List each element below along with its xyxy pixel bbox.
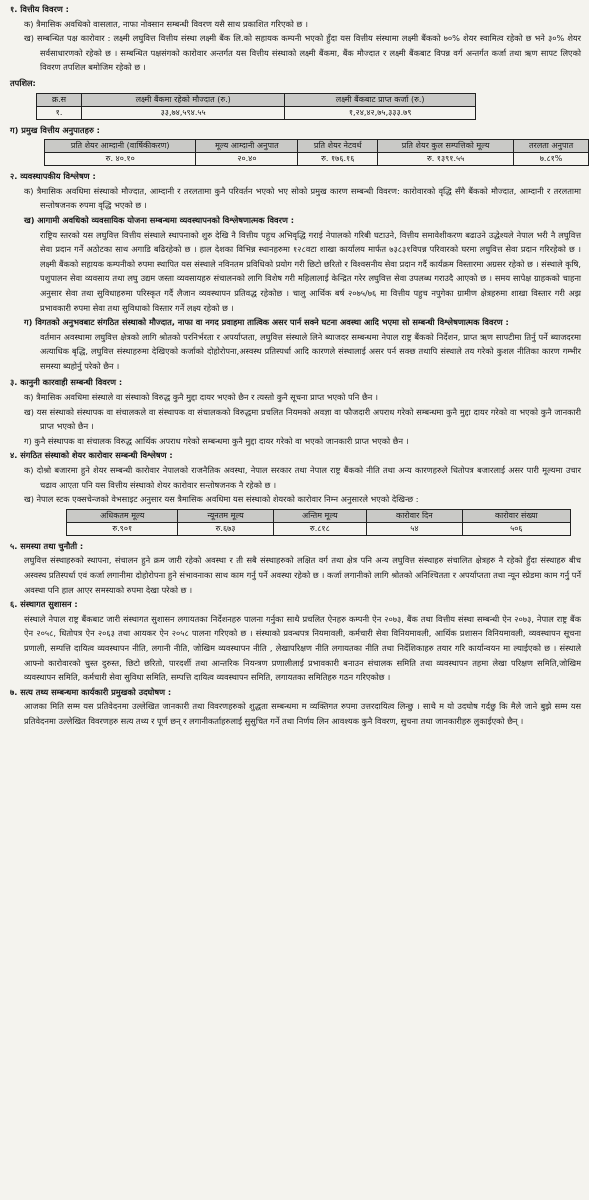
section-3-item-a: क) त्रैमासिक अवधिमा संस्थाले वा संस्थाको विरुद्ध कुनै मुद्दा दायर भएको छैन र त्यस्तो कुनै सूचना प्राप्त भएको पनि छैन ।: [24, 392, 378, 403]
ratios-label: ग) प्रमुख वित्तीय अनुपातहरु :: [10, 124, 100, 135]
section-4-heading: ४. संगठित संस्थाको शेयर कारोवार सम्बन्धी विश्लेषण :: [10, 450, 173, 461]
table-cell: ७.८१%: [514, 153, 589, 166]
column-header: तरलता अनुपात: [514, 140, 589, 153]
column-header: न्यूनतम मूल्य: [178, 509, 273, 522]
section-1-item-b: ख) सम्बन्धित पक्ष कारोवार : लक्ष्मी लघुवित्त वित्तीय संस्था लक्ष्मी बैंक लि.को सहायक कम्पनी भएको हुँदा यस वित्तीय संस्थामा लक्ष्मी बैंकको ७०% शेयर स्वामित्व रहेको छ भने ३०% शेयर सर्वसाधारणको रहेको छ । सम्बन्धित पक्षसंगको कारोवार अन्तर्गत यस वित्तीय संस्थाको लक्ष्मी बैंकमा, बैंक मौज्दात र लक्ष्मी बैंकबाट विपन्न वर्ग अन्तर्गत कर्जा तथा ऋण सापट लिएको विवरण तपशिल बमोजिम रहेको छ ।: [24, 33, 581, 73]
section-3-item-b: ख) यस संस्थाको संस्थापक वा संचालकले वा संस्थापक वा संचालकको विरुद्धमा प्रचलित नियमको अवज्ञा वा फौजदारी अपराध गरेको सम्बन्धमा कुनै मुद्दा दायर गरेको वा भएको कुनै जानकारी प्राप्त भएको छैन ।: [24, 406, 581, 432]
table-cell: रु. ४०.१०: [45, 153, 196, 166]
table-cell: ५०६: [462, 522, 570, 535]
section-2-item-c-text: वर्तमान अवस्थामा लघुवित्त क्षेत्रको लागि श्रोतको परनिर्भरता र अपर्याप्तता, लघुवित्त संस्थाले लिने ब्याजदर सम्बन्धमा नेपाल राष्ट्र बैंकको निर्देशन, प्राप्त ऋण सापटीमा तिर्नु पर्ने ब्याजदरमा अत्याधिक बृद्धि, लघुवित्त संस्थाहरुमा देखिएको कर्जाको दोहोरोपना,अस्वस्थ प्रतिस्पर्धा आदि कारणले संस्थालाई असर पर्न सक्छ तथापि संस्थाले तय गरेको कुशल नीतिका कारण गम्भीर समस्या ब्यहोर्नु परेको छैन ।: [40, 331, 581, 371]
section-2-item-a: क) त्रैमासिक अवधिमा संस्थाको मौज्दात, आम्दानी र तरलतामा कुनै परिवर्तन भएको भए सोको प्रमुख कारण सम्बन्धी विवरण: कारोवारको वृद्धि सँगै बैंकको मौज्दात, आम्दानी र तरलतामा सन्तोषजनक रुपमा वृद्धि भएको छ ।: [24, 185, 581, 211]
table-row: [67, 522, 571, 535]
section-6-heading: ६. संस्थागत सुशासन :: [10, 599, 78, 610]
table-cell: ५४: [367, 522, 463, 535]
table-cell: ३३,७४,५९४.५५: [82, 106, 285, 119]
related-party-table: [36, 93, 476, 120]
table-cell: रु. १७६.१६: [298, 153, 378, 166]
table-cell: रु. १३९१.५५: [378, 153, 514, 166]
section-1-item-a: क) त्रैमासिक अवधिको वासलात, नाफा नोक्सान सम्बन्धी विवरण यसै साथ प्रकाशित गरिएको छ ।: [24, 18, 308, 29]
table-row: [37, 106, 476, 119]
column-header: कारोवार दिन: [367, 509, 463, 522]
section-5-heading: ५. समस्या तथा चुनौती :: [10, 540, 84, 551]
table-header-row: [67, 509, 571, 522]
financial-ratios-table: [44, 139, 589, 166]
column-header: प्रति शेयर आम्दानी (वार्षिकीकरण): [45, 140, 196, 153]
column-header: लक्ष्मी बैंकमा रहेको मौज्दात (रु.): [82, 93, 285, 106]
section-4-item-b: ख) नेपाल स्टक एक्सचेन्जको वेभसाइट अनुसार यस त्रैमासिक अवधिमा यस संस्थाको शेयरको कारोवार निम्न अनुसारले भएको देखिन्छ :: [24, 494, 419, 505]
section-1-heading: १. वित्तीय विवरण :: [10, 4, 69, 14]
section-4-item-a: क) दोश्रो बजारमा हुने शेयर सम्बन्धी कारोवार नेपालको राजनैतिक अवस्था, नेपाल सरकार तथा नेपाल राष्ट्र बैंकको नीति तथा अन्य कारणहरुले धितोपत्र बजारलाई असर पारी मूल्यमा उचार चढाव आएता पनि यस वित्तीय संस्थाको शेयर कारोवार सन्तोषजनक नै रहेको छ ।: [24, 465, 581, 490]
column-header: लक्ष्मी बैंकबाट प्राप्त कर्जा (रु.): [285, 93, 476, 106]
table-cell: १,२४,४२,७५,३३३.७९: [285, 106, 476, 119]
section-2-item-c-title: ग) विगतको अनुभवबाट संगठित संस्थाको मौज्दात, नाफा वा नगद प्रवाहमा तात्विक असर पार्न सक्ने घटना अवस्था आदि भएमा सो सम्बन्धी विश्लेषणात्मक विवरण :: [24, 317, 509, 328]
table-cell: रु.९०१: [67, 522, 178, 535]
section-6-text: संस्थाले नेपाल राष्ट्र बैंकबाट जारी संस्थागत सुशासन लगायतका निर्देशनहरु पालना गर्नुका साथै प्रचलित ऐनहरु कम्पनी ऐन २०७३, बैंक तथा वित्तीय संस्था सम्बन्धी ऐन २०७३, नेपाल राष्ट्र बैंक ऐन २०५८, धितोपत्र ऐन २०६३ तथा आयकर ऐन २०५८ पालना गरिएको छ । संस्थाको प्रवन्धपत्र नियमावली, कर्मचारी सेवा विनियमावली, आर्थिक प्रशासन विनियमावली, व्यवस्थापन सूचना प्रणाली, सम्पत्ति दायित्व व्यवस्थापन नीति, लगानी नीति, जोखिम व्यवस्थापन नीति , लेखापरिक्षण नीति लगायतका नीति तथा निर्देशिकाहरु तयार गरि कार्यान्वयन मा ल्याईएको छ । संस्थाले आफ्नो कारोवारको चुस्त दुरुस्त, छिटो छरितो, पारदर्शी तथा आन्तरिक नियन्त्रण प्रणालीलाई प्रभावकारी बनाउन संचालक समिति तथा व्यवस्थापन तहमा लेखा परिक्षण समिति,जोखिम व्यवस्थापन समिति, कर्मचारी सेवा सुविधा समिति, सम्पत्ति दायित्व व्यवस्थापन समिति, लगायतका समितिहरु गठन गरिएकोछ ।: [24, 613, 581, 683]
table-cell: २०.४०: [196, 153, 298, 166]
section-2-item-b-text: राष्ट्रिय स्तरको यस लघुवित्त वित्तीय संस्थाले स्थापनाको शुरु देखि नै वित्तीय पहुच अभिवृद्धि गराई नेपालको गरिबी घटाउने, वित्तीय समावेशीकरण बढाउने उद्धेश्यले नेपाल भरी नै लघुवित्त सेवा प्रदान गर्ने अठोटका साथ अगाडि बढिरहेको छ । हाल देशका विभिन्न स्थानहरुमा १२८वटा शाखा कार्यालय मार्फत ७३८३१विपन्न परिवारको घरमा लघुवित्त सेवा प्रदान गरिरहेको छ । लक्ष्मी बैंकको सहायक कम्पनीको रुपमा स्थापित यस संस्थाले नविनतम प्रविधिको प्रयोग गरी छिटो छरितो र विश्वसनीय सेवा प्रदान गर्दै कार्यक्रम विस्तारमा अग्रसर रहेको छ । संस्थाले कृषि, पशुपालन सेवा व्यवसाय तथा लघु उद्यम जस्ता व्यवसायहरु संचालनको लागि विशेष गरी महिलालाई केन्द्रित गरेर लघुवित्त सेवा उपलब्ध गराउदै आएको छ । समय सापेक्ष ग्राहकको चाहना अनुसार सेवा तथा सुविधाहरुमा परिस्कृत गर्दै लैजान व्यवस्थापन प्रतिवद्ध रहेकोछ । चालु आर्थिक बर्ष २०७५/७६ मा वित्तीय पहुच नपुगेका ग्रामीण क्षेत्रहरुमा शाखा विस्तार गरी अझ प्रभावकारी रुपमा सेवा तथा सुविधाको विस्तार गर्ने लक्ष्य रहेको छ ।: [40, 229, 581, 313]
section-2-item-b-title: ख) आगामी अवधिको व्यवसायिक योजना सम्बन्धमा व्यवस्थापनको विश्लेषणात्मक विवरण :: [24, 214, 294, 225]
section-3-heading: ३. कानुनी कारवाही सम्बन्धी विवरण :: [10, 377, 123, 388]
section-ceo-declaration: [10, 685, 581, 729]
section-share-trading: [10, 448, 581, 535]
table-cell: रु.६७३: [178, 522, 273, 535]
column-header: अधिकतम मूल्य: [67, 509, 178, 522]
section-7-heading: ७. सत्य तथ्य सम्बन्धमा कार्यकारी प्रमुखको उदघोषण :: [10, 686, 172, 697]
section-management-analysis: [10, 169, 581, 373]
column-header: मूल्य आम्दानी अनुपात: [196, 140, 298, 153]
section-problems-challenges: [10, 539, 581, 597]
section-2-heading: २. व्यवस्थापकीय विश्लेषण :: [10, 171, 96, 182]
share-trading-table: [66, 509, 571, 536]
section-3-item-c: ग) कुनै संस्थापक वा संचालक विरुद्ध आर्थिक अपराध गरेको सम्बन्धमा कुनै मुद्दा दायर गरेको वा भएको जानकारी प्राप्त भएको छैन ।: [24, 435, 409, 446]
section-corporate-governance: [10, 597, 581, 685]
table-row: [45, 153, 589, 166]
column-header: प्रति शेयर कुल सम्पत्तिको मूल्य: [378, 140, 514, 153]
table-header-row: [45, 140, 589, 153]
section-5-text: लघुवित्त संस्थाहरुको स्थापना, संचालन हुने क्रम जारी रहेको अवस्था र ती सबै संस्थाहरुको लक्षित वर्ग तथा क्षेत्र पनि अन्य लघुवित्त संस्थाहरु संचालित क्षेत्रहरु नै रहेको हुँदा संस्थाहरु बीच अस्वस्थ प्रतिस्पर्धा एवं कर्जा लगानीमा दोहोरोपना हुने संभावनाका साथ काम गर्नु पर्ने अवस्था रहेको छ । कर्जा लगानीको लागि श्रोतको अनिश्चितता र अपर्याप्तता तथा न्यून स्प्रेडमा काम गर्नु पर्ने अवस्था पनि हाल आएर समस्याको रुपमा देखा परेको छ ।: [24, 555, 581, 595]
section-legal-actions: [10, 375, 581, 448]
column-header: अन्तिम मूल्य: [273, 509, 366, 522]
table-cell: रु.८१८: [273, 522, 366, 535]
table-header-row: [37, 93, 476, 106]
column-header: क्र.स: [37, 93, 82, 106]
column-header: प्रति शेयर नेटवर्थ: [298, 140, 378, 153]
table-cell: १.: [37, 106, 82, 119]
section-financial-details: [10, 2, 581, 166]
column-header: कारोवार संख्या: [462, 509, 570, 522]
section-7-text: आजका मिति सम्म यस प्रतिवेदनमा उल्लेखित जानकारी तथा विवरणहरुको शुद्धता सम्बन्धमा म व्यक्तिगत रुपमा उत्तरदायित्व लिन्छु । साथै म यो उदघोष गर्दछु कि मैले जाने बुझे सम्म यस प्रतिवेदनमा उल्लेखित विवरणहरु सत्य तथ्य र पूर्ण छन् र लगानीकर्ताहरुलाई सुसुचित गर्ने तथा निर्णय लिन आवश्यक कुनै विवरण, सुचना तथा जानकारीहरु लुकाईएको छैन् ।: [24, 701, 581, 726]
tapsil-label: तपशिल:: [10, 77, 36, 88]
